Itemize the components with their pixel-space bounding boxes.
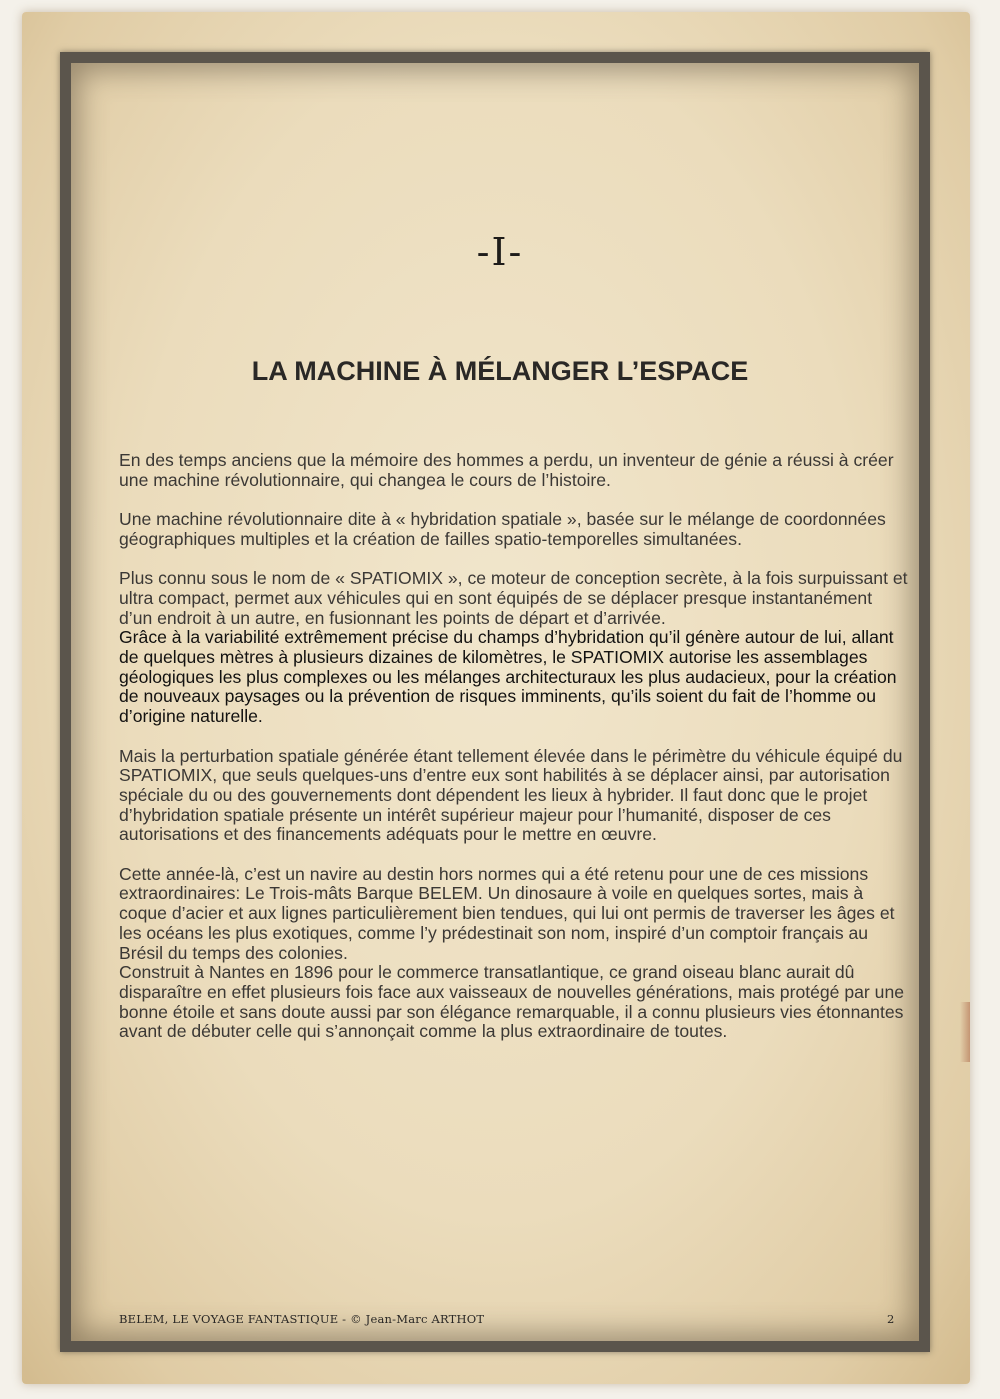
chapter-title: LA MACHINE À MÉLANGER L’ESPACE [251,356,749,386]
paragraph-variabilite: Grâce à la variabilité extrêmement précise du champs d’hybridation qu’il génère autour de lui, allant de quelques mètres à plusieurs dizaines de kilomètres, le SPATIOMIX autorise les assemblages géologiques les plus complexes ou les mélanges architecturaux les plus audacieux, pour la création de nouveaux paysages ou la prévention de risques imminents, qu’ils soient du fait de l’homme ou d’origine naturelle. [119,627,897,727]
paragraph-belem: Cette année-là, c’est un navire au destin hors normes qui a été retenu pour une de ces missions extraordinaires: Le Trois-mâts Barque BELEM. Un dinosaure à voile en quelques sortes, mais à coque d’acier et aux lignes particulièrement bien tendues, qui lui ont permis de traverser les âges et les océans les plus exotiques, comme l’y prédestinait son nom, inspiré d’un comptoir français au Brésil du temps des colonies. [119,863,895,963]
paragraph-intro: En des temps anciens que la mémoire des hommes a perdu, un inventeur de génie a réussi à créer une machine révolutionnaire, qui changea le cours de l’histoire. [119,450,894,490]
paragraph-perturbation: Mais la perturbation spatiale générée étant tellement élevée dans le périmètre du véhicule équipé du SPATIOMIX, que seuls quelques-uns d’entre eux sont habilités à se déplacer ainsi, par autorisation spéciale du ou des gouvernements dont dépendent les lieux à hybrider. Il faut donc que le projet d’hybridation spatiale présente un intérêt supérieur majeur pour l’humanité, disposer de ces autorisations et des financements adéquats pour le mettre en œuvre. [119,745,903,845]
paragraph-hybridation: Une machine révolutionnaire dite à « hybridation spatiale », basée sur le mélange de coordonnées géographiques multiples et la création de failles spatio-temporelles simultanées. [119,509,886,549]
paragraph-spatiomix: Plus connu sous le nom de « SPATIOMIX », ce moteur de conception secrète, à la fois surpuissant et ultra compact, permet aux véhicules qui en sont équipés de se déplacer presque instantanément d’un endroit à un autre, en fusionnant les points de départ et d’arrivée. [119,568,908,628]
paragraph-construction: Construit à Nantes en 1896 pour le commerce transatlantique, ce grand oiseau blanc aurait dû disparaître en effet plusieurs fois face aux vaisseaux de nouvelles générations, mais protégé par une bonne étoile et sans doute aussi par son élégance remarquable, il a connu plusieurs vies étonnantes avant de débuter celle qui s’annonçait comme la plus extraordinaire de toutes. [119,962,905,1042]
page-number: 2 [887,1312,895,1326]
body-text [119,451,909,1042]
footer-credit: BELEM, LE VOYAGE FANTASTIQUE - © Jean-Marc ARTHOT [119,1312,485,1326]
paper-stain [960,1002,970,1062]
chapter-number: -I- [476,230,524,274]
